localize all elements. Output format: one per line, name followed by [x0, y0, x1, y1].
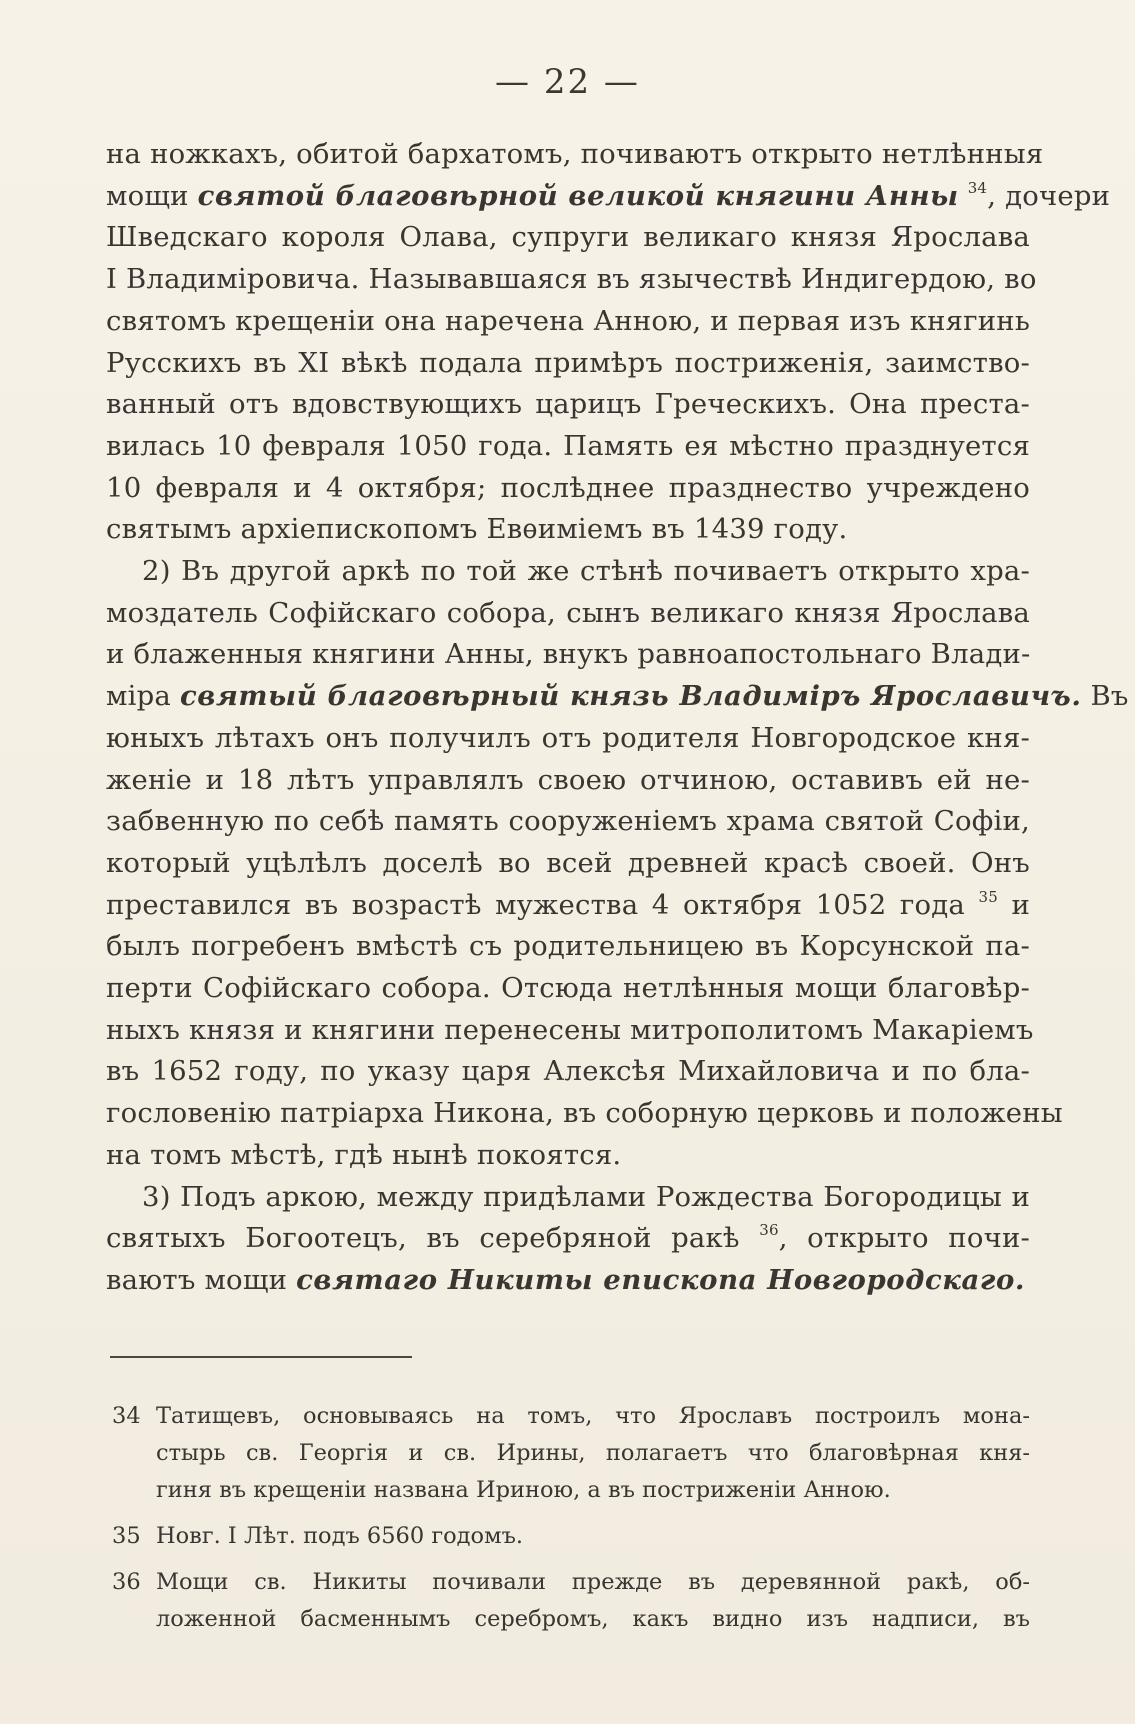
text-line: гословенію патріарха Никона, въ соборную церковь и положены	[106, 1097, 1063, 1130]
main-text	[106, 134, 1129, 1302]
footnote-line: стырь св. Георгія и св. Ирины, полагаетъ что благовѣрная кня-	[156, 1440, 1030, 1466]
text-line	[106, 176, 1111, 218]
text-segment: , дочери	[987, 179, 1111, 212]
text-line: на ножкахъ, обитой бархатомъ, почиваютъ открыто нетлѣнныя	[106, 138, 1044, 170]
emphasized-name: святой благовѣрной великой княгини Анны	[197, 179, 959, 212]
text-line	[106, 1260, 1030, 1302]
text-segment: и	[997, 888, 1030, 921]
footnote-number: 34	[112, 1403, 141, 1429]
text-segment: ваютъ мощи	[106, 1263, 297, 1296]
text-line: святомъ крещеніи она наречена Анною, и первая изъ княгинь	[106, 304, 1030, 337]
emphasized-name: святаго Никиты епископа Новгородскаго.	[296, 1263, 1026, 1296]
text-line: и блаженныя княгини Анны, внукъ равноапостольнаго Влади-	[106, 638, 1031, 671]
text-line: 2) Въ другой аркѣ по той же стѣнѣ почиваетъ открыто хра-	[142, 555, 1030, 588]
footnote-line: Мощи св. Никиты почивали прежде въ деревянной ракѣ, об-	[156, 1569, 1030, 1595]
text-segment: преставился въ возрастѣ мужества 4 октября 1052 года	[106, 888, 979, 921]
text-line: перти Софійскаго собора. Отсюда нетлѣнныя мощи благовѣр-	[106, 972, 1030, 1005]
footnote-ref[interactable]: 35	[978, 887, 998, 906]
footnote-ref[interactable]: 34	[967, 178, 988, 197]
text-segment: Въ	[1081, 680, 1129, 713]
footnote-line: Новг. I Лѣт. подъ 6560 годомъ.	[156, 1523, 524, 1549]
text-line: моздатель Софійскаго собора, сынъ великаго князя Ярослава	[106, 596, 1030, 629]
footnote-35	[112, 1518, 1030, 1555]
footnote-divider	[110, 1356, 412, 1358]
footnote-34	[112, 1398, 1030, 1509]
text-line: женіе и 18 лѣтъ управлялъ своею отчиною, оставивъ ей не-	[106, 763, 1030, 796]
text-line: святымъ архіепископомъ Евѳиміемъ въ 1439 году.	[106, 513, 848, 546]
text-line: въ 1652 году, по указу царя Алексѣя Михайловича и по бла-	[106, 1055, 1030, 1088]
text-segment: мощи	[106, 179, 198, 212]
text-line: I Владиміровича. Называвшаяся въ язычествѣ Индигердою, во	[106, 263, 1037, 296]
footnote-line: ложенной басменнымъ серебромъ, какъ видно изъ надписи, въ	[156, 1606, 1030, 1632]
footnote-line: Татищевъ, основываясь на томъ, что Ярославъ построилъ мона-	[156, 1403, 1030, 1429]
text-line: на томъ мѣстѣ, гдѣ нынѣ покоятся.	[106, 1138, 622, 1171]
footnote-number: 35	[112, 1523, 141, 1549]
emphasized-name: святый благовѣрный князь Владиміръ Ярославичъ.	[179, 680, 1082, 713]
text-line: вилась 10 февраля 1050 года. Память ея мѣстно празднуется	[106, 429, 1030, 462]
text-line: юныхъ лѣтахъ онъ получилъ отъ родителя Новгородское кня-	[106, 721, 1030, 754]
footnote-ref[interactable]: 36	[759, 1221, 779, 1240]
text-line: забвенную по себѣ память сооруженіемъ храма святой Софіи,	[106, 805, 1030, 838]
footnotes	[112, 1398, 1030, 1647]
footnote-line: гиня въ крещеніи названа Ириною, а въ постриженіи Анною.	[156, 1477, 891, 1503]
text-line: 10 февраля и 4 октября; послѣднее празднество учреждено	[106, 471, 1030, 504]
paragraph-1	[106, 134, 1111, 551]
text-segment: , открыто почи-	[778, 1222, 1030, 1255]
paragraph-2	[106, 551, 1129, 1177]
text-line: Русскихъ въ XI вѣкѣ подала примѣръ постриженія, заимство-	[106, 346, 1030, 379]
page-number: — 22 —	[495, 62, 640, 102]
text-segment: міра	[106, 680, 180, 713]
text-line: былъ погребенъ вмѣстѣ съ родительницею въ Корсунской па-	[106, 930, 1030, 963]
text-line: Шведскаго короля Олава, супруги великаго князя Ярослава	[106, 221, 1030, 254]
paragraph-3	[106, 1177, 1030, 1302]
footnote-36	[112, 1564, 1030, 1638]
text-line	[106, 1218, 1030, 1260]
text-line: который уцѣлѣлъ доселѣ во всей древней красѣ своей. Онъ	[106, 846, 1030, 879]
text-segment: святыхъ Богоотецъ, въ серебряной ракѣ	[106, 1222, 760, 1255]
text-line: ныхъ князя и княгини перенесены митрополитомъ Макаріемъ	[106, 1013, 1034, 1046]
text-line: 3) Подъ аркою, между придѣлами Рождества Богородицы и	[142, 1180, 1030, 1213]
footnote-number: 36	[112, 1569, 141, 1595]
text-line	[106, 885, 1030, 927]
text-line	[106, 676, 1129, 718]
text-line: ванный отъ вдовствующихъ царицъ Греческихъ. Она преста-	[106, 388, 1030, 421]
